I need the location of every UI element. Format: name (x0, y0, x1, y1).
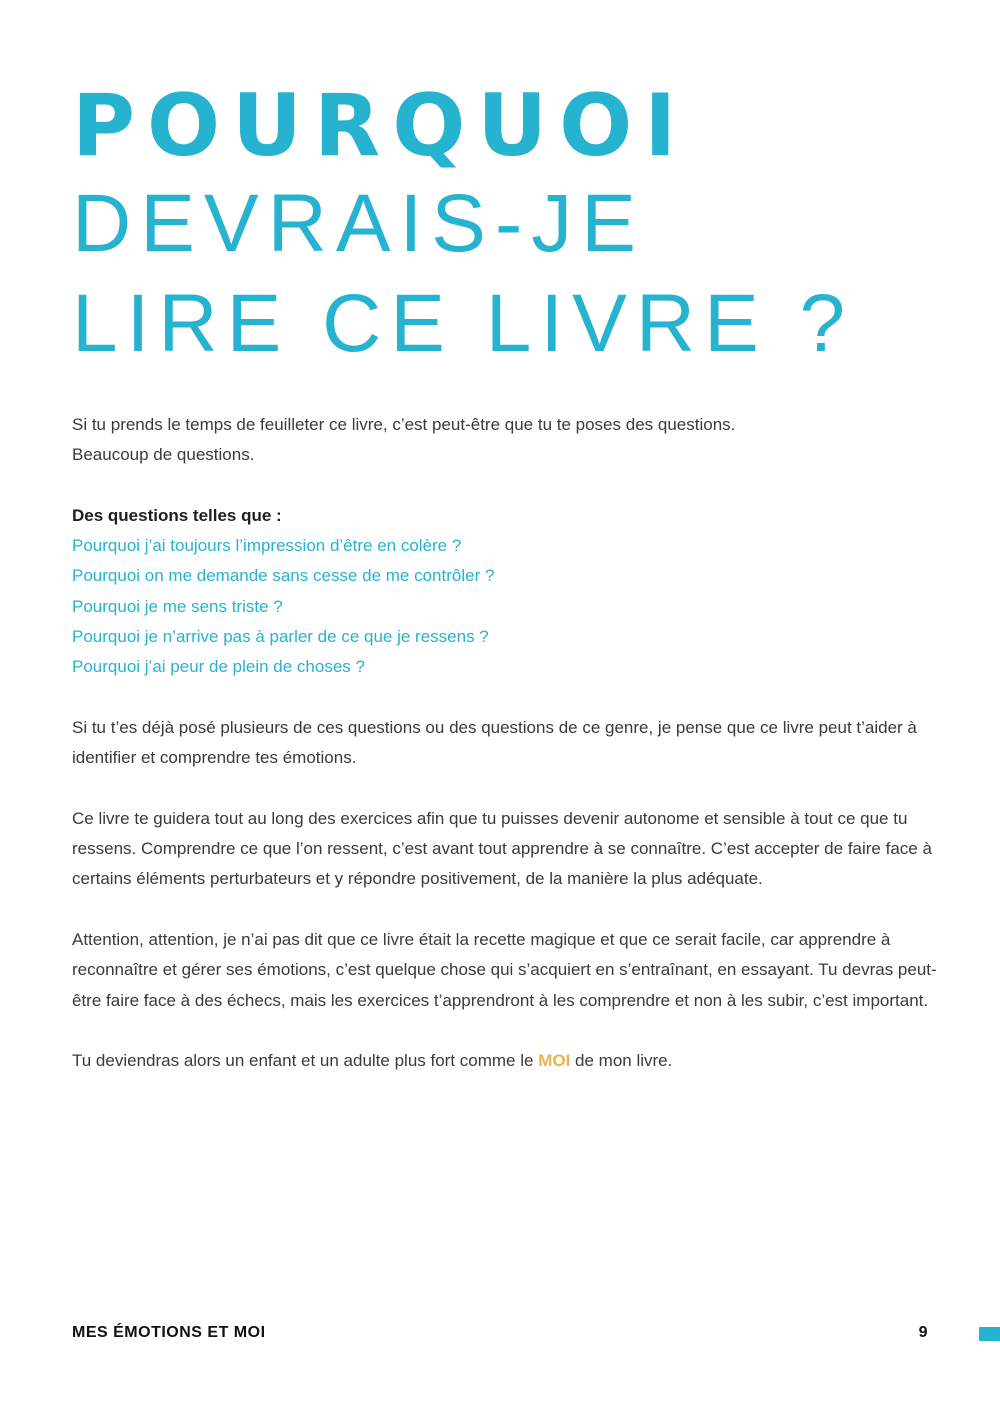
title-line-3: LIRE CE LIVRE ? (72, 278, 855, 369)
paragraph-4-start: Tu deviendras alors un enfant et un adulte plus fort comme le (72, 1051, 539, 1071)
question-item: Pourquoi je n’arrive pas à parler de ce que je ressens ? (72, 627, 489, 647)
question-item: Pourquoi on me demande sans cesse de me contrôler ? (72, 566, 495, 586)
page-number: 9 (918, 1324, 928, 1341)
question-item: Pourquoi j’ai peur de plein de choses ? (72, 657, 365, 677)
intro-line-1: Si tu prends le temps de feuilleter ce livre, c’est peut-être que tu te poses des questions. (72, 415, 736, 434)
question-item: Pourquoi je me sens triste ? (72, 596, 283, 616)
body-text (72, 410, 942, 1107)
page-title (72, 78, 854, 374)
paragraph-4 (72, 1046, 942, 1076)
page-footer (72, 1324, 928, 1348)
questions-heading: Des questions telles que : (72, 505, 282, 525)
title-line-2: DEVRAIS-JE (72, 178, 645, 269)
moi-highlight: MOI (538, 1051, 571, 1071)
page-edge-marker (979, 1327, 1000, 1341)
paragraph-4-end: de mon livre. (570, 1051, 673, 1071)
paragraph-3: Attention, attention, je n’ai pas dit que ce livre était la recette magique et que ce serait facile, car apprendre à reconnaître et gérer ses émotions, c’est quelque chose qui s’acquiert en s’entraînant, en essayant. Tu devras peut-être faire face à des échecs, mais les exercices t’apprendront à les comprendre et non à les subir, c’est important. (72, 930, 937, 1010)
question-item: Pourquoi j’ai toujours l’impression d’être en colère ? (72, 536, 462, 556)
title-line-1: POURQUOI (72, 76, 689, 176)
intro-paragraph (72, 410, 942, 471)
intro-line-2: Beaucoup de questions. (72, 445, 255, 465)
questions-list (72, 531, 942, 682)
footer-book-title: MES ÉMOTIONS ET MOI (72, 1324, 266, 1341)
paragraph-1: Si tu t’es déjà posé plusieurs de ces questions ou des questions de ce genre, je pense que ce livre peut t’aider à identifier et comprendre tes émotions. (72, 717, 917, 768)
paragraph-2: Ce livre te guidera tout au long des exercices afin que tu puisses devenir autonome et sensible à tout ce que tu ressens. Comprendre ce que l’on ressent, c’est avant tout apprendre à se connaître. C’est accepter de faire face à certains éléments perturbateurs et y répondre positivement, de la manière la plus adéquate. (72, 808, 932, 889)
